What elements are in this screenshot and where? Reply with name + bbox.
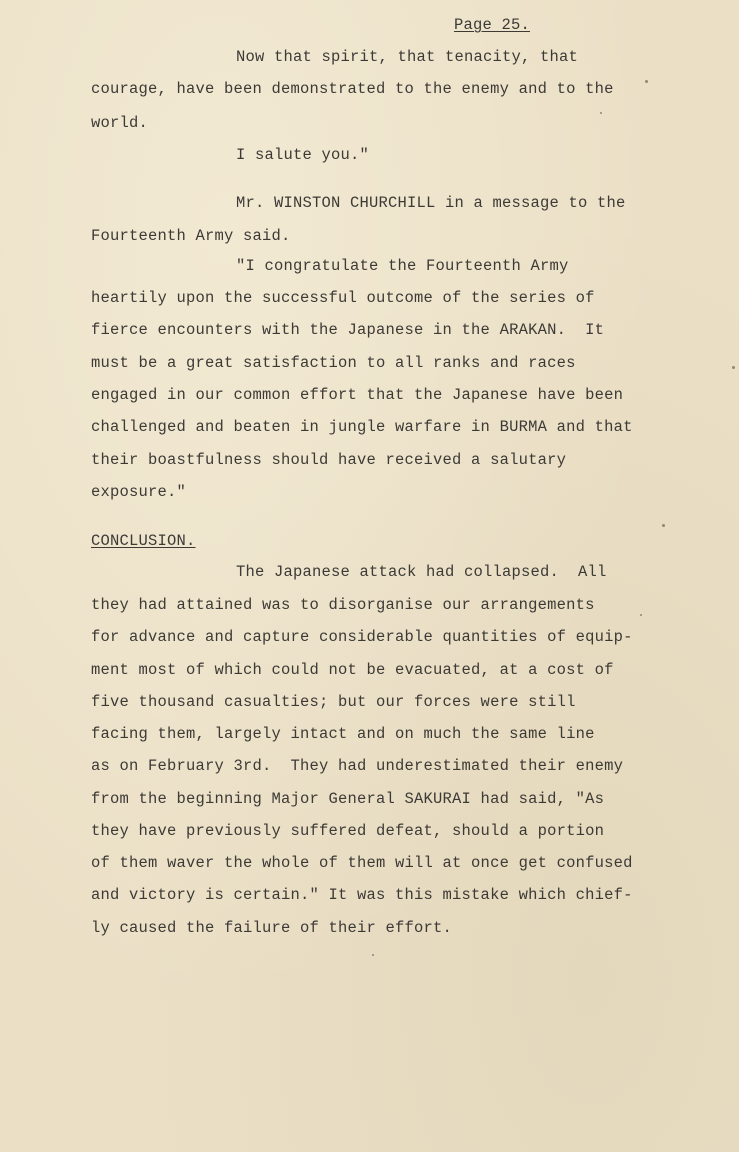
text-line: exposure."	[91, 483, 187, 501]
text-line: "I congratulate the Fourteenth Army	[236, 257, 569, 275]
page-number: Page 25.	[454, 16, 531, 34]
paper-speck	[600, 112, 602, 114]
text-line: heartily upon the successful outcome of the series of	[91, 289, 595, 307]
text-line: ment most of which could not be evacuated, at a cost of	[91, 661, 614, 679]
text-line: challenged and beaten in jungle warfare in BURMA and that	[91, 418, 633, 436]
text-line: Mr. WINSTON CHURCHILL in a message to the	[236, 194, 626, 212]
text-line: courage, have been demonstrated to the enemy and to the	[91, 80, 614, 98]
paper-speck	[662, 524, 665, 527]
text-line: as on February 3rd. They had underestimated their enemy	[91, 757, 624, 775]
text-line: they have previously suffered defeat, should a portion	[91, 822, 605, 840]
section-heading: CONCLUSION.	[91, 532, 196, 550]
text-line: Fourteenth Army said.	[91, 227, 291, 245]
text-line: they had attained was to disorganise our arrangements	[91, 596, 595, 614]
text-line: Now that spirit, that tenacity, that	[236, 48, 579, 66]
text-line: ly caused the failure of their effort.	[91, 919, 453, 937]
text-line: from the beginning Major General SAKURAI had said, "As	[91, 790, 605, 808]
text-line: must be a great satisfaction to all ranks and races	[91, 354, 576, 372]
text-line: facing them, largely intact and on much the same line	[91, 725, 595, 743]
text-line: five thousand casualties; but our forces were still	[91, 693, 576, 711]
paper-speck	[372, 954, 374, 956]
text-line: world.	[91, 114, 149, 132]
text-line: I salute you."	[236, 146, 370, 164]
text-line: fierce encounters with the Japanese in the ARAKAN. It	[91, 321, 605, 339]
paper-speck	[732, 366, 735, 369]
text-line: and victory is certain." It was this mistake which chief-	[91, 886, 633, 904]
text-line: engaged in our common effort that the Japanese have been	[91, 386, 624, 404]
text-line: for advance and capture considerable quantities of equip-	[91, 628, 633, 646]
text-line: their boastfulness should have received a salutary	[91, 451, 567, 469]
paper-speck	[645, 80, 648, 83]
text-line: of them waver the whole of them will at once get confused	[91, 854, 633, 872]
paper-speck	[640, 614, 642, 616]
text-line: The Japanese attack had collapsed. All	[236, 563, 607, 581]
